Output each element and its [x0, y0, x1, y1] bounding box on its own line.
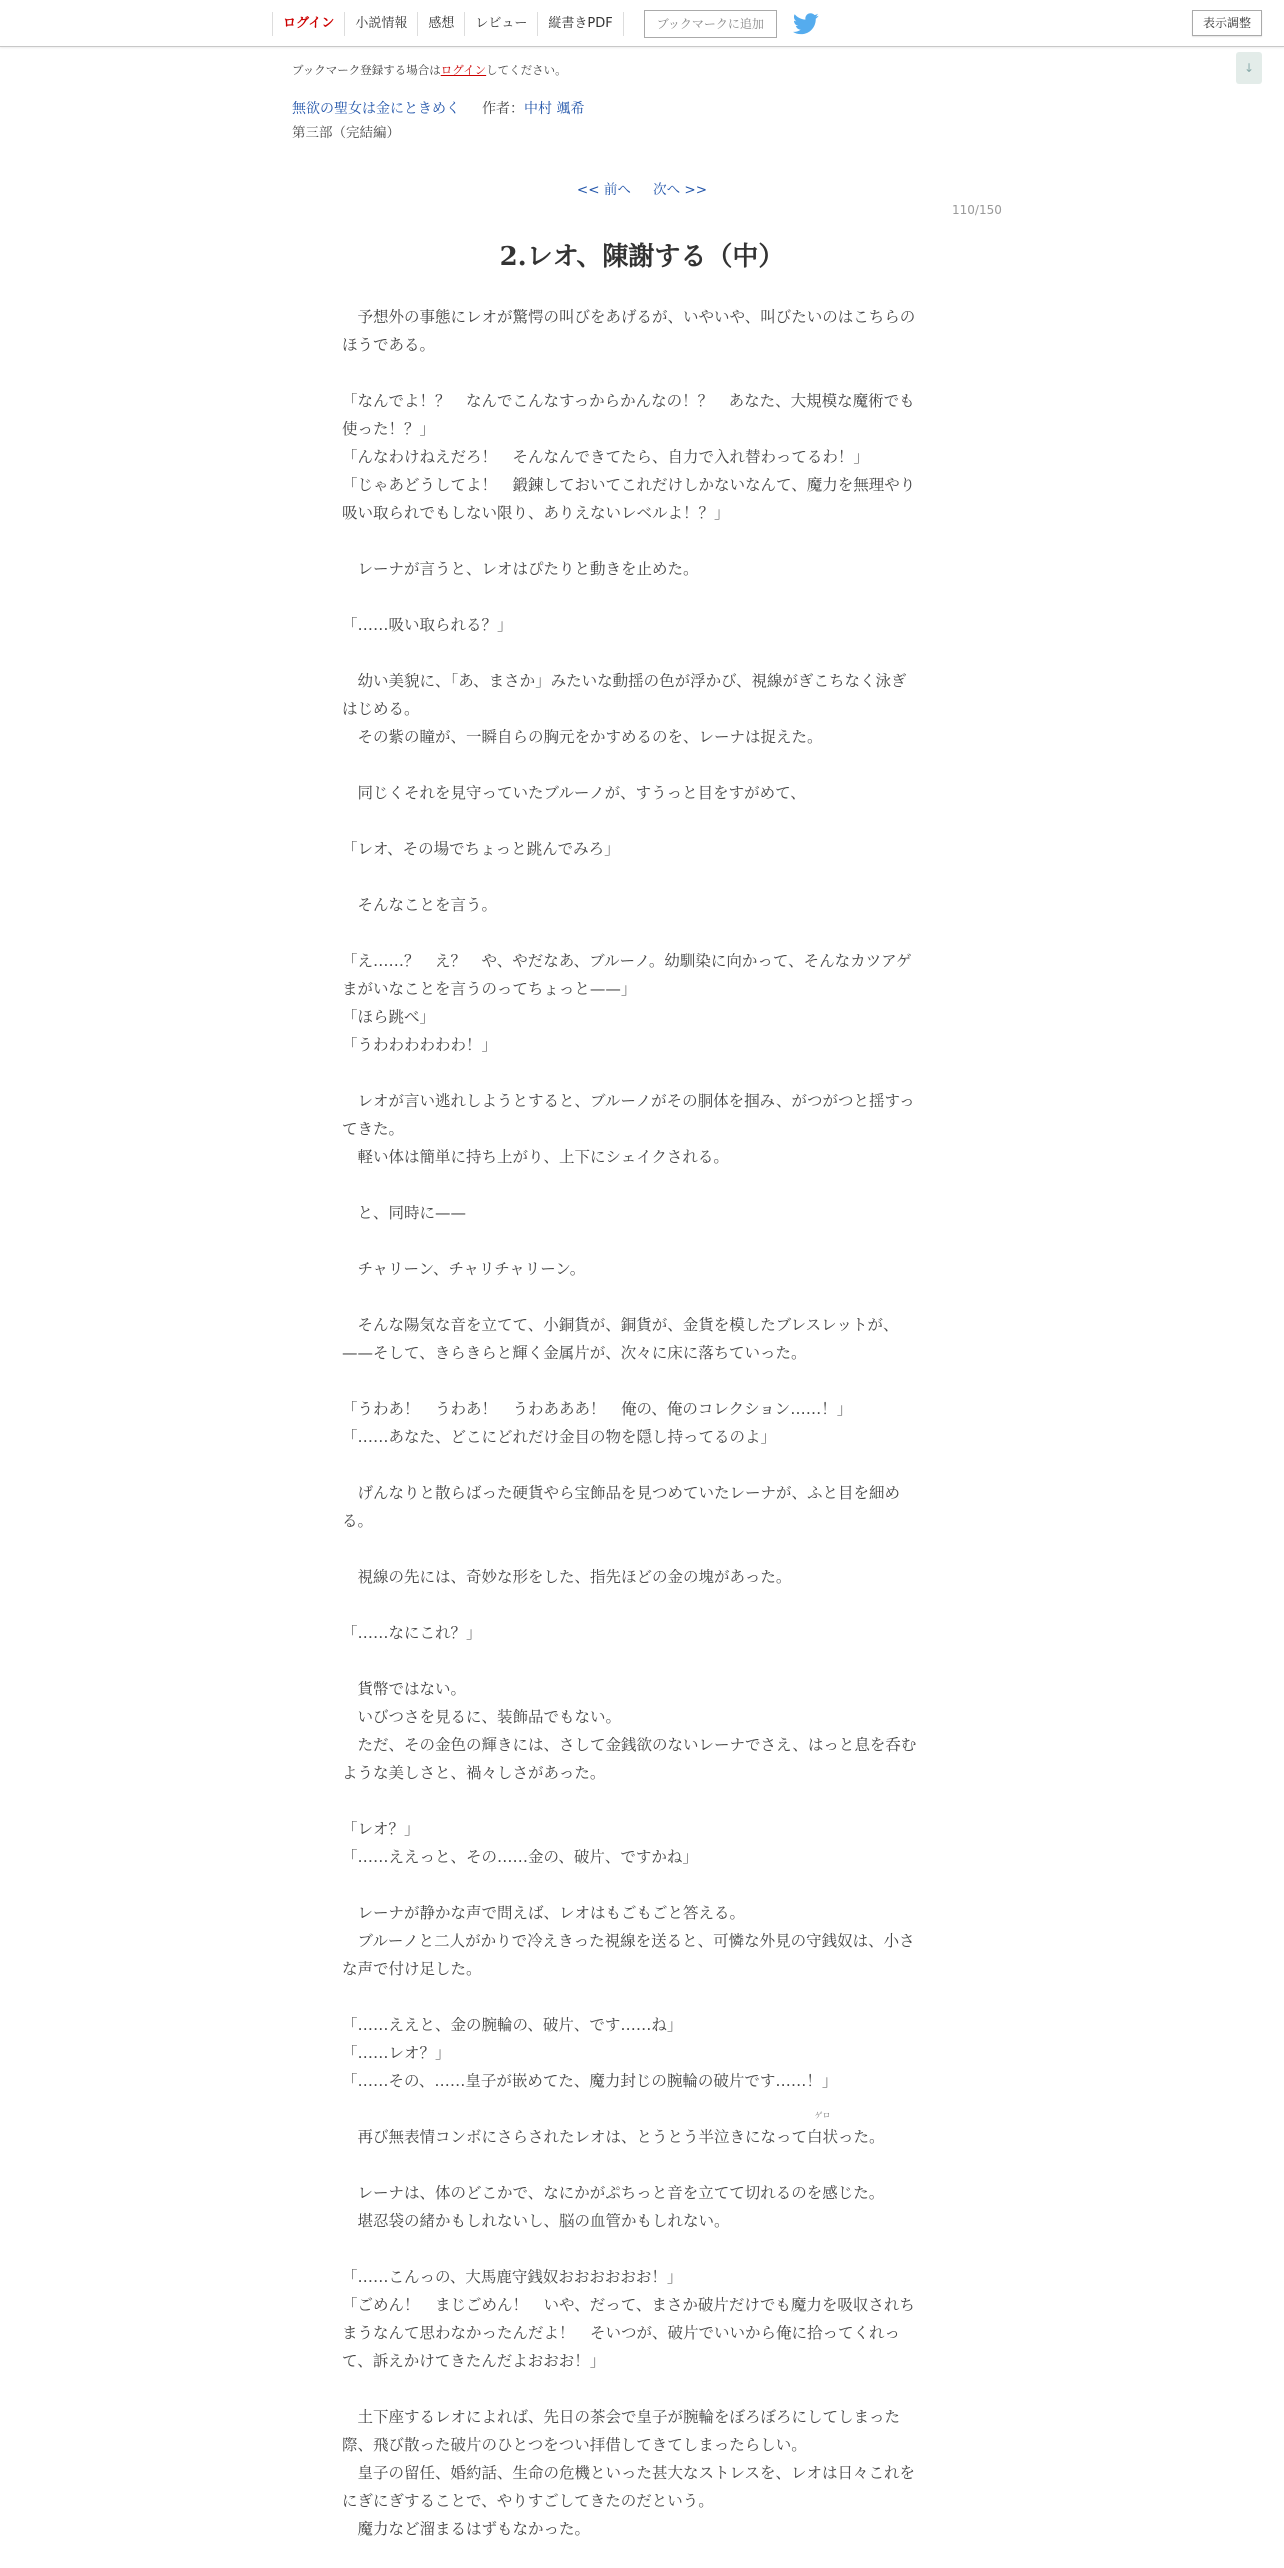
blank-line [342, 2235, 937, 2263]
blank-line [342, 751, 937, 779]
text-line: 際、飛び散った破片のひとつをつい拝借してきてしまったらしい。 [342, 2436, 807, 2454]
text-line: 魔力など溜まるはずもなかった。 [342, 2520, 591, 2538]
text-line: 堪忍袋の緒かもしれないし、脳の血管かもしれない。 [342, 2212, 730, 2230]
text-line: 吸い取られでもしない限り、ありえないレベルよ！？」 [342, 504, 730, 522]
text-line: 軽い体は簡単に持ち上がり、上下にシェイクされる。 [342, 1148, 729, 1166]
text-line: げんなりと散らばった硬貨やら宝飾品を見つめていたレーナが、ふと目を細め [342, 1484, 901, 1502]
nav-novel-info-link[interactable]: 小説情報 [344, 12, 417, 36]
blank-line [342, 2095, 937, 2123]
blank-line [342, 1983, 937, 2011]
blank-line [342, 1871, 937, 1899]
text-line: いびつさを見るに、装飾品でもない。 [342, 1708, 622, 1726]
text-line: チャリーン、チャリチャリーン。 [342, 1260, 586, 1278]
blank-line [342, 2151, 937, 2179]
text-line: そんなことを言う。 [342, 896, 498, 914]
text-line: 貨幣ではない。 [342, 1680, 467, 1698]
blank-line [342, 583, 937, 611]
text-line: 「うわあ！ うわあ！ うわあああ！ 俺の、俺のコレクション……！」 [342, 1400, 853, 1418]
text-line: 「じゃあどうしてよ！ 鍛錬しておいてこれだけしかないなんて、魔力を無理やり [342, 476, 916, 494]
text-line: 予想外の事態にレオが驚愕の叫びをあげるが、いやいや、叫びたいのはこちらの [342, 308, 916, 326]
blank-line [342, 527, 937, 555]
text-line: 「……こんっの、大馬鹿守銭奴おおおおおお！」 [342, 2268, 683, 2286]
text-line: 使った！？」 [342, 420, 436, 438]
text-line: 皇子の留任、婚約話、生命の危機といった甚大なストレスを、レオは日々これを [342, 2464, 916, 2482]
text-line: ——そして、きらきらと輝く金属片が、次々に床に落ちていった。 [342, 1344, 807, 1362]
text-line: てきた。 [342, 1120, 405, 1138]
ruby-reading: ゲロ [814, 2111, 831, 2120]
text-line: 「……ええっと、その……金の、破片、ですかね」 [342, 1848, 698, 1866]
nav-impressions-link[interactable]: 感想 [417, 12, 464, 36]
text-line: ような美しさと、禍々しさがあった。 [342, 1764, 606, 1782]
text-line: 「ほら跳べ」 [342, 1008, 436, 1026]
blank-line [342, 807, 937, 835]
chapter-pager [0, 178, 1284, 198]
novel-title-link[interactable]: 無欲の聖女は金にときめく [292, 101, 460, 117]
prev-chapter-link[interactable]: << 前へ [576, 182, 631, 198]
text-line: レーナが言うと、レオはぴたりと動きを止めた。 [342, 560, 699, 578]
blank-line [342, 1367, 937, 1395]
text-line: と、同時に—— [342, 1204, 467, 1222]
text-line: まがいなことを言うのってちょっと——」 [342, 980, 637, 998]
chapter-title: 2.レオ、陳謝する（中） [499, 242, 785, 272]
blank-line [342, 1171, 937, 1199]
blank-line [342, 639, 937, 667]
notice-prefix: ブックマーク登録する場合は [292, 63, 441, 77]
author-label: 作者： [482, 101, 524, 117]
blank-line [342, 919, 937, 947]
nav-login-link[interactable]: ログイン [272, 12, 344, 36]
text-line: る。 [342, 1512, 374, 1530]
next-chapter-link[interactable]: 次へ >> [653, 182, 708, 198]
nav-vertical-pdf-link[interactable]: 縦書きPDF [537, 12, 623, 36]
text-line: レオが言い逃れしようとすると、ブルーノがその胴体を掴み、がつがつと揺すっ [342, 1092, 915, 1110]
text-line: その紫の瞳が、一瞬自らの胸元をかすめるのを、レーナは捉えた。 [342, 728, 823, 746]
text-line: にぎにぎすることで、やりすごしてきたのだという。 [342, 2492, 714, 2510]
blank-line [342, 1535, 937, 1563]
blank-line [342, 1591, 937, 1619]
text-line [342, 2111, 937, 2151]
bookmark-notice [292, 62, 567, 78]
chapter-counter: 110/150 [952, 203, 1002, 217]
blank-line [342, 1647, 937, 1675]
add-bookmark-button[interactable]: ブックマークに追加 [644, 10, 777, 38]
author-link[interactable]: 中村 颯希 [524, 101, 585, 117]
notice-login-link[interactable]: ログイン [440, 63, 487, 77]
blank-line [342, 1227, 937, 1255]
twitter-bird-icon[interactable] [793, 13, 819, 35]
text-line: 幼い美貌に、「あ、まさか」みたいな動揺の色が浮かび、視線がぎこちなく泳ぎ [342, 672, 907, 690]
part-title: 第三部（完結編） [292, 125, 400, 141]
text-line: 「え……？ え？ や、やだなあ、ブルーノ。幼馴染に向かって、そんなカツアゲ [342, 952, 912, 970]
text-line: そんな陽気な音を立てて、小銅貨が、銅貨が、金貨を模したブレスレットが、 [342, 1316, 899, 1334]
text-line: 「……あなた、どこにどれだけ金目の物を隠し持ってるのよ」 [342, 1428, 777, 1446]
novel-body [342, 303, 937, 2543]
text-line: 「うわわわわわわ！」 [342, 1036, 498, 1054]
text-line: はじめる。 [342, 700, 420, 718]
blank-line [342, 359, 937, 387]
text-line: 視線の先には、奇妙な形をした、指先ほどの金の塊があった。 [342, 1568, 792, 1586]
text-line: 「……レオ？」 [342, 2044, 451, 2062]
ruby-annotation [807, 2111, 839, 2151]
blank-line [342, 1451, 937, 1479]
text-line: 「レオ、その場でちょっと跳んでみろ」 [342, 840, 620, 858]
blank-line [342, 1059, 937, 1087]
blank-line [342, 863, 937, 891]
text-line: 「んなわけねえだろ！ そんなんできてたら、自力で入れ替わってるわ！」 [342, 448, 869, 466]
notice-suffix: してください。 [486, 63, 567, 77]
text-line: ほうである。 [342, 336, 436, 354]
scroll-down-button[interactable]: ↓ [1236, 52, 1262, 84]
text-line: 同じくそれを見守っていたブルーノが、すうっと目をすがめて、 [342, 784, 806, 802]
text-line: 「……吸い取られる？」 [342, 616, 513, 634]
text-line: ブルーノと二人がかりで冷えきった視線を送ると、可憐な外見の守銭奴は、小さ [342, 1932, 915, 1950]
text-line: 「レオ？」 [342, 1820, 420, 1838]
display-settings-button[interactable]: 表示調整 [1192, 10, 1262, 36]
text-line: レーナは、体のどこかで、なにかがぷちっと音を立てて切れるのを感じた。 [342, 2184, 885, 2202]
header-nav [272, 10, 819, 38]
text-line: 「……なにこれ？」 [342, 1624, 482, 1642]
text-line: レーナが静かな声で問えば、レオはもごもごと答える。 [342, 1904, 746, 1922]
text-line: 土下座するレオによれば、先日の茶会で皇子が腕輪をぼろぼろにしてしまった [342, 2408, 901, 2426]
series-info [292, 98, 584, 118]
site-header [0, 0, 1284, 47]
blank-line [342, 1787, 937, 1815]
text-line: まうなんて思わなかったんだよ！ そいつが、破片でいいから俺に拾ってくれっ [342, 2324, 901, 2342]
ruby-base: 白状 [807, 2128, 839, 2146]
text-line: 「ごめん！ まじごめん！ いや、だって、まさか破片だけでも魔力を吸収されち [342, 2296, 915, 2314]
text-line: て、訴えかけてきたんだよおおお！」 [342, 2352, 606, 2370]
text-segment: 再び無表情コンボにさらされたレオは、とうとう半泣きになって [342, 2128, 808, 2146]
text-segment: った。 [838, 2128, 885, 2146]
nav-review-link[interactable]: レビュー [464, 12, 537, 36]
text-line: 「なんでよ！？ なんでこんなすっからかんなの！？ あなた、大規模な魔術でも [342, 392, 915, 410]
text-line: 「……その、……皇子が嵌めてた、魔力封じの腕輪の破片です……！」 [342, 2072, 838, 2090]
blank-line [342, 2375, 937, 2403]
text-line: な声で付け足した。 [342, 1960, 482, 1978]
text-line: 「……ええと、金の腕輪の、破片、です……ね」 [342, 2016, 683, 2034]
blank-line [342, 1283, 937, 1311]
text-line: ただ、その金色の輝きには、さして金銭欲のないレーナでさえ、はっと息を呑む [342, 1736, 917, 1754]
